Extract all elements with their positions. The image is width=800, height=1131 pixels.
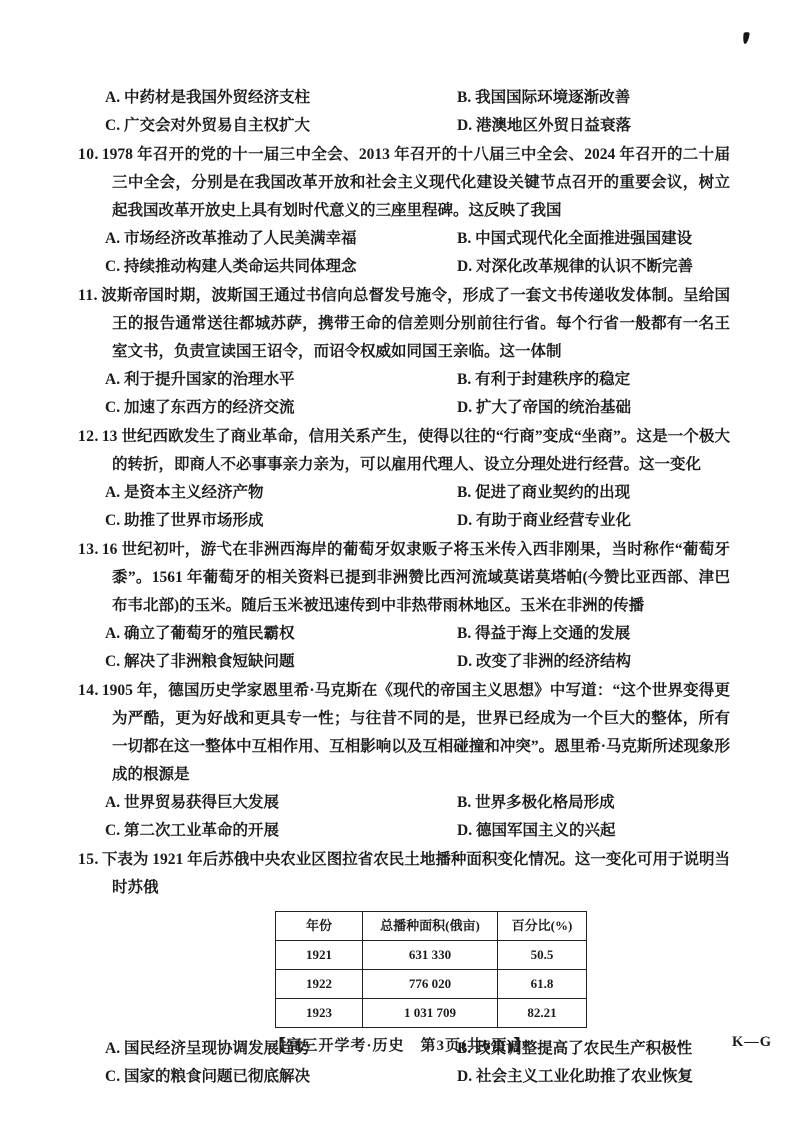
ink-speck — [742, 32, 750, 45]
table-header-cell: 总播种面积(俄亩) — [363, 912, 498, 941]
page-content — [78, 84, 730, 1091]
table-header-cell: 百分比(%) — [498, 912, 587, 941]
question-text: 13 世纪西欧发生了商业革命，信用关系产生，使得以往的“行商”变成“坐商”。这是一个极大的转折，即商人不必事事亲力亲为，可以雇用代理人、设立分理处进行经营。这一变化 — [101, 428, 730, 473]
option: B. 中国式现代化全面推进强国建设 — [457, 230, 693, 247]
question-options — [78, 479, 730, 535]
option: B. 世界多极化格局形成 — [457, 794, 615, 811]
option: A. 市场经济改革推动了人民美满幸福 — [105, 230, 357, 247]
table-cell: 776 020 — [363, 970, 498, 999]
option: B. 得益于海上交通的发展 — [457, 625, 631, 642]
option: C. 第二次工业革命的开展 — [105, 822, 279, 839]
option: D. 港澳地区外贸日益衰落 — [457, 117, 631, 134]
option: A. 国民经济呈现协调发展趋势 — [105, 1040, 310, 1057]
option: A. 是资本主义经济产物 — [105, 484, 264, 501]
table-cell: 50.5 — [498, 941, 587, 970]
table-header-row — [276, 912, 587, 941]
option: C. 持续推动构建人类命运共同体理念 — [105, 258, 357, 275]
table-cell: 631 330 — [363, 941, 498, 970]
question-stem — [78, 423, 730, 479]
question-stem — [78, 141, 730, 225]
table-cell: 82.21 — [498, 999, 587, 1028]
question-stem — [78, 846, 730, 902]
option: C. 国家的粮食问题已彻底解决 — [105, 1068, 310, 1085]
question-number: 15. — [78, 851, 99, 868]
option: D. 有助于商业经营专业化 — [457, 512, 631, 529]
option: A. 中药材是我国外贸经济支柱 — [105, 89, 310, 106]
table-cell: 1921 — [276, 941, 363, 970]
question-text: 下表为 1921 年后苏俄中央农业区图拉省农民土地播种面积变化情况。这一变化可用于说明当时苏俄 — [101, 851, 730, 896]
question-options — [78, 620, 730, 676]
question-text: 1905 年，德国历史学家恩里希·马克斯在《现代的帝国主义思想》中写道：“这个世界变得更为严酷，更为好战和更具专一性；与往昔不同的是，世界已经成为一个巨大的整体，所有一切都在这一整体中互相作用、互相影响以及互相碰撞和冲突”。恩里希·马克斯所述现象形成的根源是 — [101, 682, 730, 783]
question-text: 波斯帝国时期，波斯国王通过书信向总督发号施令，形成了一套文书传递收发体制。呈给国王的报告通常送往都城苏萨，携带王命的信差则分别前往行省。每个行省一般都有一名王室文书，负责宣读国王诏令，而诏令权威如同国王亲临。这一体制 — [101, 287, 730, 360]
table-row — [276, 970, 587, 999]
table-cell: 1 031 709 — [363, 999, 498, 1028]
sown-area-table-wrap — [275, 911, 730, 1028]
question-text: 16 世纪初叶，游弋在非洲西海岸的葡萄牙奴隶贩子将玉米传入西非刚果，当时称作“葡萄牙黍”。1561 年葡萄牙的相关资料已提到非洲赞比西河流域莫诺莫塔帕(今赞比亚西部、津巴布韦北部)的玉米。随后玉米被迅速传到中非热带雨林地区。玉米在非洲的传播 — [101, 541, 730, 614]
question-13 — [78, 536, 730, 676]
question-stem — [78, 282, 730, 366]
option: C. 解决了非洲粮食短缺问题 — [105, 653, 295, 670]
question-14 — [78, 677, 730, 845]
table-cell: 1923 — [276, 999, 363, 1028]
table-row — [276, 999, 587, 1028]
option: C. 加速了东西方的经济交流 — [105, 399, 295, 416]
page-footer: 【高三开学考·历史 第3页(共6页)】 — [270, 1038, 530, 1054]
question-number: 12. — [78, 428, 99, 445]
question-number: 10. — [78, 146, 99, 163]
question-number: 14. — [78, 682, 99, 699]
option: B. 我国国际环境逐渐改善 — [457, 89, 631, 106]
option: B. 促进了商业契约的出现 — [457, 484, 631, 501]
carryover-options — [78, 84, 730, 140]
table-row — [276, 941, 587, 970]
option: B. 有利于封建秩序的稳定 — [457, 371, 631, 388]
paper-code: K—G — [731, 1034, 772, 1050]
option: C. 广交会对外贸易自主权扩大 — [105, 117, 310, 134]
option: D. 扩大了帝国的统治基础 — [457, 399, 631, 416]
table-header-cell: 年份 — [276, 912, 363, 941]
option: B. 政策调整提高了农民生产积极性 — [457, 1040, 693, 1057]
option: D. 社会主义工业化助推了农业恢复 — [457, 1068, 693, 1085]
option: A. 利于提升国家的治理水平 — [105, 371, 295, 388]
option: A. 世界贸易获得巨大发展 — [105, 794, 279, 811]
option: D. 对深化改革规律的认识不断完善 — [457, 258, 693, 275]
option: C. 助推了世界市场形成 — [105, 512, 264, 529]
sown-area-table — [275, 911, 587, 1028]
question-number: 11. — [78, 287, 99, 304]
question-stem — [78, 677, 730, 789]
question-options — [78, 225, 730, 281]
option: A. 确立了葡萄牙的殖民霸权 — [105, 625, 295, 642]
question-text: 1978 年召开的党的十一届三中全会、2013 年召开的十八届三中全会、2024 年召开的二十届三中全会，分别是在我国改革开放和社会主义现代化建设关键节点召开的重要会议，树立起我国改革开放史上具有划时代意义的三座里程碑。这反映了我国 — [101, 146, 730, 219]
table-cell: 61.8 — [498, 970, 587, 999]
option: D. 改变了非洲的经济结构 — [457, 653, 631, 670]
question-options — [78, 366, 730, 422]
table-cell: 1922 — [276, 970, 363, 999]
option: D. 德国军国主义的兴起 — [457, 822, 616, 839]
question-stem — [78, 536, 730, 620]
question-11 — [78, 282, 730, 422]
question-12 — [78, 423, 730, 535]
question-number: 13. — [78, 541, 99, 558]
question-10 — [78, 141, 730, 281]
question-options — [78, 789, 730, 845]
